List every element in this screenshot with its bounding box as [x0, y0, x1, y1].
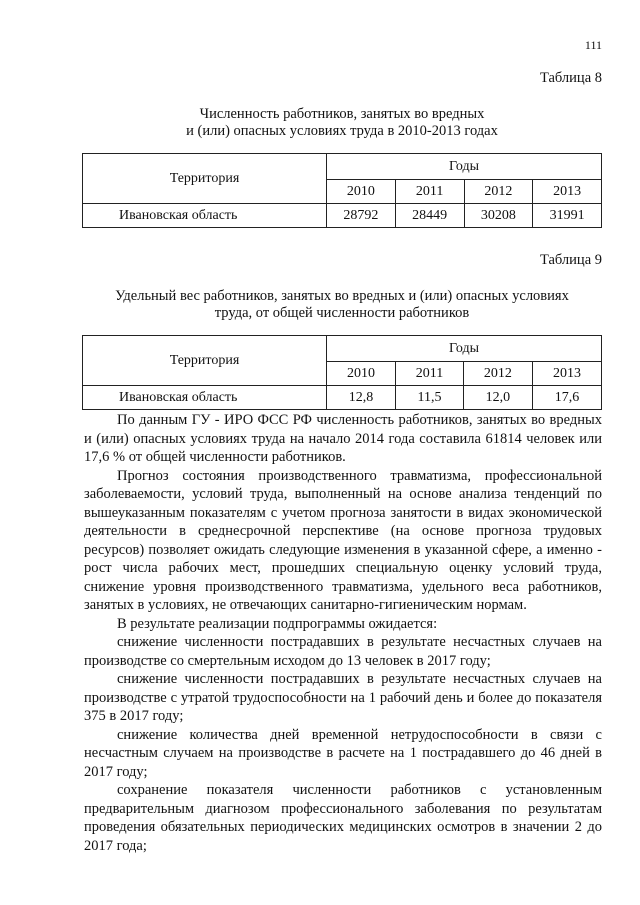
table-9-caption-line-2: труда, от общей численности работников [214, 305, 470, 321]
year-cell: 2013 [532, 362, 601, 386]
page-number: 111 [584, 38, 602, 52]
year-cell: 2012 [464, 180, 533, 204]
year-cell: 2011 [396, 362, 464, 386]
value-cell: 28449 [395, 204, 464, 228]
table-9-label: Таблица 9 [539, 252, 602, 268]
table-8-label: Таблица 8 [539, 70, 602, 86]
region-cell: Ивановская область [83, 204, 327, 228]
table-9-caption-line-1: Удельный вес работников, занятых во вредных и (или) опасных условиях [115, 288, 569, 304]
year-cell: 2011 [395, 180, 464, 204]
year-cell: 2012 [463, 362, 532, 386]
value-cell: 31991 [533, 204, 602, 228]
table-8-caption-line-2: и (или) опасных условиях труда в 2010-2013 годах [186, 123, 498, 139]
value-cell: 17,6 [532, 386, 601, 410]
table-row [83, 204, 602, 228]
value-cell: 28792 [327, 204, 396, 228]
territory-header: Территория [83, 154, 327, 204]
table-8-caption [82, 106, 602, 140]
year-cell: 2010 [327, 362, 396, 386]
table-9-caption [82, 288, 602, 322]
year-cell: 2010 [327, 180, 396, 204]
region-cell: Ивановская область [83, 386, 327, 410]
year-cell: 2013 [533, 180, 602, 204]
table-row [83, 386, 602, 410]
value-cell: 12,0 [463, 386, 532, 410]
paragraph: снижение численности пострадавших в результате несчастных случаев на производстве со смертельным исходом до 13 человек в 2017 году; [84, 634, 602, 669]
table-8 [82, 153, 602, 228]
value-cell: 11,5 [396, 386, 464, 410]
table-9 [82, 335, 602, 410]
paragraph: Прогноз состояния производственного травматизма, профессиональной заболеваемости, условий труда, выполненный на основе анализа тенденций по вышеуказанным показателям с учетом прогноза занятости в видах экономической деятельности в среднесрочной перспективе (на основе прогноза трудовых ресурсов) позволяет ожидать следующие изменения в указанной сфере, а именно - рост числа рабочих мест, прошедших специальную оценку условий труда, снижение уровня производственного травматизма, удельного веса работников, занятых в условиях, не отвечающих санитарно-гигиеническим нормам. [84, 467, 602, 613]
value-cell: 12,8 [327, 386, 396, 410]
years-header: Годы [327, 336, 602, 362]
value-cell: 30208 [464, 204, 533, 228]
years-header: Годы [327, 154, 602, 180]
paragraph: сохранение показателя численности работников с установленным предварительным диагнозом профессионального заболевания по результатам проведения обязательных периодических медицинских осмотров в значении 2 до 2017 года; [84, 782, 602, 854]
paragraph: В результате реализации подпрограммы ожидается: [117, 615, 438, 632]
paragraph: снижение количества дней временной нетрудоспособности в связи с несчастным случаем на производстве в расчете на 1 пострадавшего до 46 дней в 2017 году; [84, 726, 602, 780]
table-8-caption-line-1: Численность работников, занятых во вредных [199, 106, 485, 122]
territory-header: Территория [83, 336, 327, 386]
paragraph: По данным ГУ - ИРО ФСС РФ численность работников, занятых во вредных и (или) опасных условиях труда на начало 2014 года составила 61814 человек или 17,6 % от общей численности работников. [84, 412, 602, 465]
paragraph: снижение численности пострадавших в результате несчастных случаев на производстве с утратой трудоспособности на 1 рабочий день и более до показателя 375 в 2017 году; [84, 671, 602, 724]
body-text [84, 411, 602, 855]
